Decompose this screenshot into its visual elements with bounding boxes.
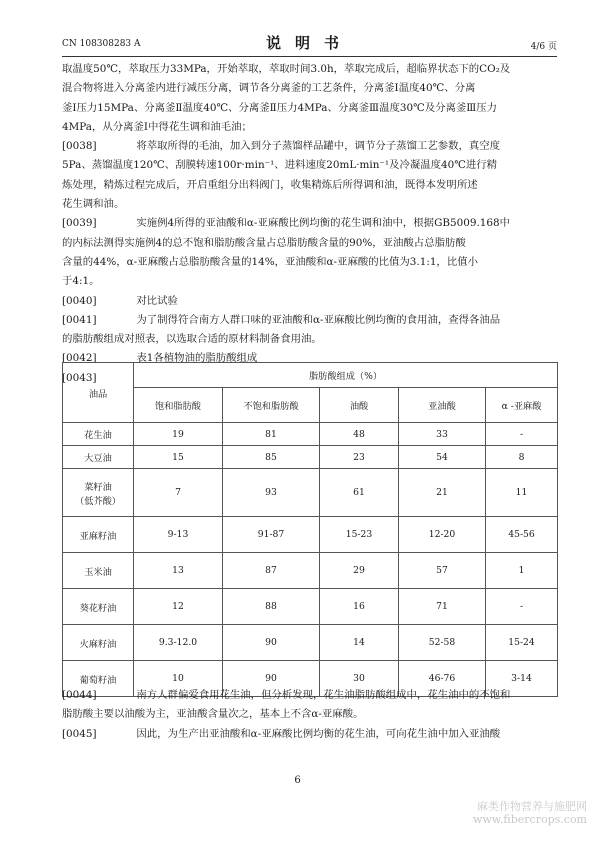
body-line: 含量的44%，α-亚麻酸占总脂肪酸含量的14%，亚油酸和α-亚麻酸的比值为3.1:1，比值小 bbox=[62, 255, 478, 268]
table-cell: 15 bbox=[134, 446, 223, 469]
table-row bbox=[63, 625, 558, 661]
body-line: 脂肪酸主要以油酸为主，亚油酸含量次之，基本上不含α-亚麻酸。 bbox=[62, 708, 364, 721]
body-line: 于4:1。 bbox=[62, 275, 100, 288]
paragraph-first-line: 实施例4所得的亚油酸和α-亚麻酸比例均衡的花生调和油中，根据GB5009.168中 bbox=[136, 217, 510, 230]
table-cell: 52-58 bbox=[399, 625, 486, 661]
paragraph-tag: [0042] bbox=[62, 352, 97, 365]
table-cell: 61 bbox=[320, 469, 399, 517]
patent-number: CN 108308283 A bbox=[62, 39, 141, 49]
table-oil-name-line1: 菜籽油 bbox=[84, 481, 112, 493]
body-line: 花生调和油。 bbox=[62, 198, 125, 211]
paragraph-tag: [0038] bbox=[62, 140, 97, 153]
table-cell: 30 bbox=[320, 661, 399, 697]
table-cell: 48 bbox=[320, 423, 399, 446]
table-cell: - bbox=[486, 423, 558, 446]
table-cell: 13 bbox=[134, 553, 223, 589]
document-title: 说明书 bbox=[265, 34, 353, 52]
table-cell: 21 bbox=[399, 469, 486, 517]
table-row bbox=[63, 553, 558, 589]
body-line: 4MPa，从分离釜Ⅰ中得花生调和油毛油； bbox=[62, 120, 252, 133]
paragraph-tag: [0040] bbox=[62, 294, 97, 307]
paragraph-0044 bbox=[62, 686, 555, 705]
table-header-group: 脂肪酸组成（%） bbox=[134, 363, 558, 388]
table-caption: 表1各植物油的脂肪酸组成 bbox=[136, 352, 258, 365]
table-cell: 8 bbox=[486, 446, 558, 469]
table-cell: 93 bbox=[223, 469, 320, 517]
document-body bbox=[62, 60, 555, 388]
body-line: 釜Ⅰ压力15MPa、分离釜Ⅱ温度40℃、分离釜Ⅱ压力4MPa、分离釜Ⅲ温度30℃及分离釜Ⅲ压力 bbox=[62, 101, 498, 114]
table-header-oil: 油品 bbox=[63, 363, 134, 423]
table-cell: 11 bbox=[486, 469, 558, 517]
table-cell: 45-56 bbox=[486, 517, 558, 553]
paragraph-0039 bbox=[62, 214, 555, 233]
table-cell: 54 bbox=[399, 446, 486, 469]
table-row bbox=[63, 423, 558, 446]
table-cell: - bbox=[486, 589, 558, 625]
table-cell: 14 bbox=[320, 625, 399, 661]
table-row bbox=[63, 589, 558, 625]
table-cell: 33 bbox=[399, 423, 486, 446]
table-cell: 90 bbox=[223, 625, 320, 661]
header-rule bbox=[62, 56, 557, 57]
body-line: 取温度50℃，萃取压力33MPa，开始萃取，萃取时间3.0h，萃取完成后，超临界状态下的CO₂及 bbox=[62, 63, 511, 75]
page-header bbox=[62, 32, 557, 54]
paragraph-0040 bbox=[62, 292, 555, 311]
table-cell: 9-13 bbox=[134, 517, 223, 553]
table-cell: 90 bbox=[223, 661, 320, 697]
table-oil-name: 大豆油 bbox=[63, 446, 134, 469]
table-cell: 23 bbox=[320, 446, 399, 469]
table-col-header: 饱和脂肪酸 bbox=[134, 388, 223, 423]
table-cell: 10 bbox=[134, 661, 223, 697]
paragraph-tag: [0044] bbox=[62, 689, 97, 701]
table-row bbox=[63, 446, 558, 469]
table-cell: 81 bbox=[223, 423, 320, 446]
fatty-acid-table bbox=[62, 362, 558, 697]
table-cell: 7 bbox=[134, 469, 223, 517]
table-oil-name: 花生油 bbox=[63, 423, 134, 446]
table-cell: 87 bbox=[223, 553, 320, 589]
page-info: 4/6 页 bbox=[530, 42, 557, 52]
paragraph-tag: [0045] bbox=[62, 727, 97, 740]
table-oil-name: 葵花籽油 bbox=[63, 589, 134, 625]
section-title: 对比试验 bbox=[136, 294, 178, 307]
watermark bbox=[473, 800, 587, 826]
table-cell: 29 bbox=[320, 553, 399, 589]
table-col-header: α -亚麻酸 bbox=[486, 388, 558, 423]
table-oil-name: 葡萄籽油 bbox=[63, 661, 134, 697]
body-line: 炼处理，精炼过程完成后，开启重组分出料阀门，收集精炼后所得调和油，既得本发明所述 bbox=[62, 178, 478, 191]
watermark-url: www.fibercrops.com bbox=[472, 813, 587, 826]
table-cell: 71 bbox=[399, 589, 486, 625]
paragraph-first-line: 南方人群偏爱食用花生油，但分析发现，花生油脂肪酸组成中，花生油中的不饱和 bbox=[136, 689, 511, 701]
paragraph-first-line: 因此，为生产出亚油酸和α-亚麻酸比例均衡的花生油，可向花生油中加入亚油酸 bbox=[136, 727, 501, 740]
page-number: 6 bbox=[294, 775, 301, 786]
table-cell: 91-87 bbox=[223, 517, 320, 553]
table-cell: 85 bbox=[223, 446, 320, 469]
table-row bbox=[63, 517, 558, 553]
table-cell: 88 bbox=[223, 589, 320, 625]
table-col-header: 亚油酸 bbox=[399, 388, 486, 423]
paragraph-first-line: 为了制得符合南方人群口味的亚油酸和α-亚麻酸比例均衡的食用油，查得各油品 bbox=[136, 313, 501, 326]
paragraph-0041 bbox=[62, 311, 555, 330]
table-cell: 15-23 bbox=[320, 517, 399, 553]
paragraph-tag: [0041] bbox=[62, 313, 97, 326]
table-cell: 9.3-12.0 bbox=[134, 625, 223, 661]
table-oil-name: 亚麻籽油 bbox=[63, 517, 134, 553]
body-line: 的脂肪酸组成对照表，以选取合适的原材料制备食用油。 bbox=[62, 333, 322, 346]
table-cell: 15-24 bbox=[486, 625, 558, 661]
table-row bbox=[63, 469, 558, 517]
body-line: 5Pa、蒸馏温度120℃、刮膜转速100r·min⁻¹、进料速度20mL·min⁻¹及冷凝温度40℃进行精 bbox=[62, 159, 498, 172]
table-oil-name: 玉米油 bbox=[63, 553, 134, 589]
table-cell: 16 bbox=[320, 589, 399, 625]
body-line: 的内标法测得实施例4的总不饱和脂肪酸含量占总脂肪酸含量的90%，亚油酸占总脂肪酸 bbox=[62, 236, 466, 249]
body-line: 混合物将进入分离釜内进行减压分离，调节各分离釜的工艺条件，分离釜Ⅰ温度40℃、分离 bbox=[62, 82, 476, 95]
table-col-header: 油酸 bbox=[320, 388, 399, 423]
paragraph-0038 bbox=[62, 137, 555, 156]
paragraph-tag: [0043] bbox=[62, 371, 97, 384]
table-oil-name bbox=[63, 469, 134, 517]
table-cell: 12 bbox=[134, 589, 223, 625]
paragraph-first-line: 将萃取所得的毛油，加入到分子蒸馏样品罐中，调节分子蒸馏工艺参数，真空度 bbox=[136, 140, 501, 153]
table-oil-name-line2: （低芥酸） bbox=[75, 495, 121, 507]
table-cell: 46-76 bbox=[399, 661, 486, 697]
paragraph-tag: [0039] bbox=[62, 217, 97, 230]
table-oil-name: 火麻籽油 bbox=[63, 625, 134, 661]
table-cell: 12-20 bbox=[399, 517, 486, 553]
table-col-header: 不饱和脂肪酸 bbox=[223, 388, 320, 423]
table-cell: 1 bbox=[486, 553, 558, 589]
table-cell: 3-14 bbox=[486, 661, 558, 697]
watermark-site-name: 麻类作物营养与施肥网 bbox=[477, 800, 587, 813]
document-body-continued bbox=[62, 686, 555, 744]
table-cell: 57 bbox=[399, 553, 486, 589]
paragraph-0045 bbox=[62, 725, 555, 744]
table-cell: 19 bbox=[134, 423, 223, 446]
